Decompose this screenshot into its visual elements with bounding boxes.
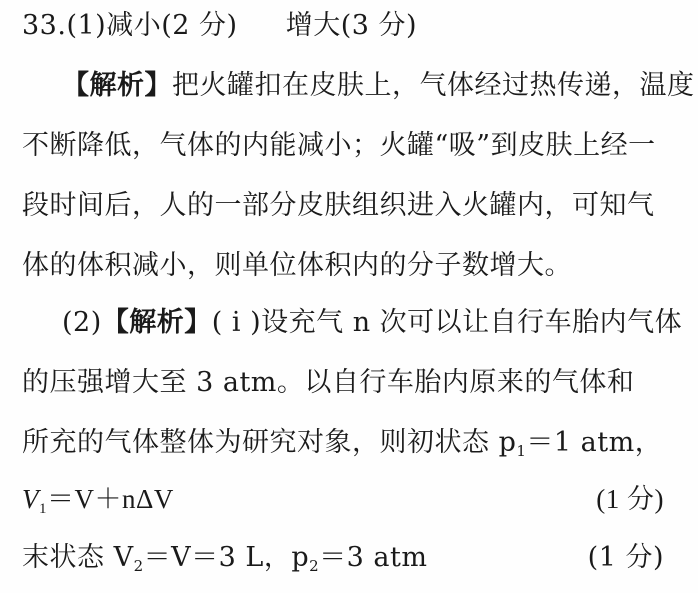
p2-subscript: 2 (309, 557, 320, 575)
analysis2-line3 (22, 426, 662, 468)
analysis1-line3: 段时间后，人的一部分皮肤组织进入火罐内，可知气 (22, 190, 655, 221)
analysis1-line4: 体的体积减小，则单位体积内的分子数增大。 (22, 250, 572, 281)
p1-subscript: 1 (516, 442, 527, 460)
analysis1-line1 (62, 69, 695, 103)
v1-equation: ＝V＋nΔV (47, 484, 174, 514)
part2-answer: 增大(3 分) (285, 10, 418, 41)
final-state-line (22, 541, 678, 583)
equation-v1 (22, 482, 678, 526)
analysis1-line2: 不断降低，气体的内能减小；火罐“吸”到皮肤上经一 (22, 130, 656, 161)
final-state-pressure: ＝3 atm (319, 542, 428, 573)
v1-subscript: 1 (39, 501, 47, 517)
v1-symbol: V (22, 484, 39, 514)
score-2: (1 分) (587, 542, 664, 573)
analysis2-text3: 所充的气体整体为研究对象，则初状态 p (22, 427, 517, 458)
part1-answer: (1)减小(2 分) (66, 10, 238, 41)
part-prefix: (2) (62, 307, 102, 338)
analysis1-text1: 把火罐扣在皮肤上，气体经过热传递，温度 (172, 70, 695, 101)
question-number: 33. (22, 10, 67, 41)
analysis2-line1 (62, 306, 682, 340)
analysis2-text1: ( ⅰ )设充气 n 次可以让自行车胎内气体 (211, 307, 683, 338)
final-state-p2: ＝V＝3 L，p (143, 542, 310, 573)
question-33-header (22, 9, 417, 43)
v2-subscript: 2 (133, 557, 144, 575)
analysis-tag: 【解析】 (62, 70, 172, 101)
score-1: (1 分) (596, 484, 664, 514)
analysis-tag-2: 【解析】 (101, 307, 212, 338)
analysis2-line2: 的压强增大至 3 atm。以自行车胎内原来的气体和 (22, 367, 635, 398)
analysis2-text3-end: ＝1 atm， (526, 427, 663, 458)
final-state-v2: 末状态 V (22, 542, 134, 573)
